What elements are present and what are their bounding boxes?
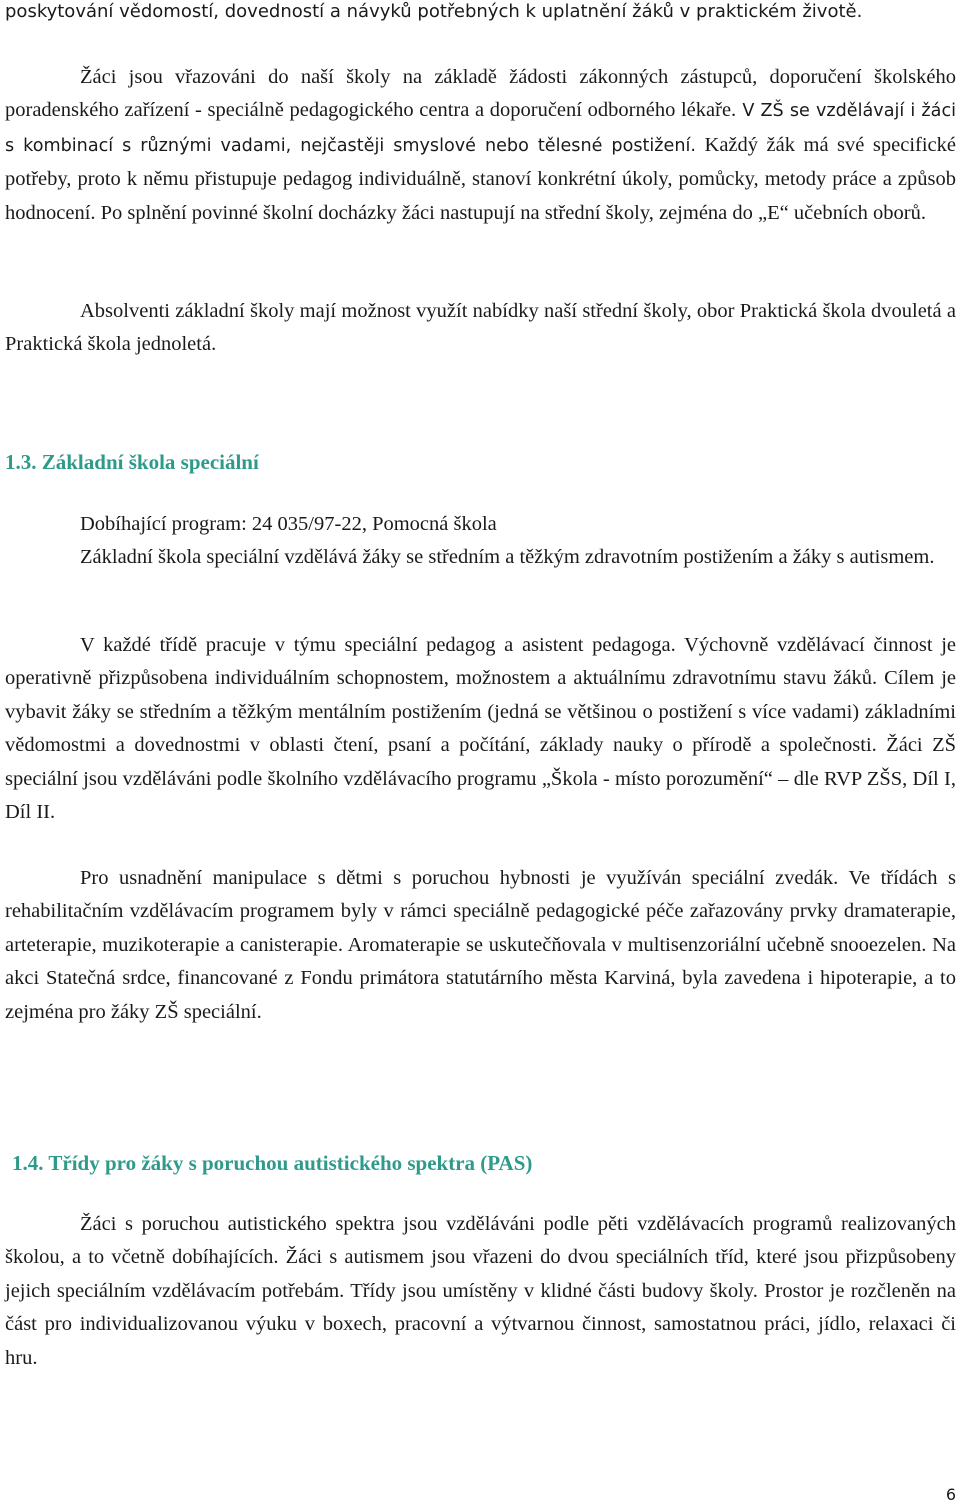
section-heading-1-3: 1.3. Základní škola speciální [5, 450, 259, 474]
intro-paragraph-absolventi: Absolventi základní školy mají možnost využít nabídky naší střední školy, obor Praktická škola dvouletá a Praktická škola jednoletá. [5, 300, 956, 356]
page-number: 6 [945, 1485, 956, 1504]
admission-text-serif: Žáci jsou vřazováni do naší školy na základě žádosti zákonných zástupců, doporučení školského poradenského zařízení - speciálně pedagogického centra a doporučení odborného lékaře. [5, 66, 956, 122]
pas-paragraph: Žáci s poruchou autistického spektra jsou vzděláváni podle pěti vzdělávacích programů realizovaných školou, a to včetně dobíhajících. Žáci s autismem jsou vřazeni do dvou speciálních tříd, které jsou přizpůsobeny jejich speciálním vzdělávacím potřebám. Třídy jsou umístěny v klidné části budovy školy. Prostor je rozčleněn na část pro individualizovanou výuku v boxech, pracovní a výtvarnou činnost, samostatnou práci, jídlo, relaxaci či hru. [5, 1213, 956, 1369]
team-paragraph: V každé třídě pracuje v týmu speciální pedagog a asistent pedagoga. Výchovně vzdělávací činnost je operativně přizpůsobena individuálním schopnostem, možnostem a aktuálnímu zdravotnímu stavu žáků. Cílem je vybavit žáky se středním a těžkým mentálním postižením (jedná se většinou o postižení s více vadami) základními vědomostmi a dovednostmi v oblasti čtení, psaní a počítání, základy nauky o přírodě a společnosti. Žáci ZŠ speciální jsou vzděláváni podle školního vzdělávacího programu „Škola - místo porozumění“ – dle RVP ZŠS, Díl I, Díl II. [5, 634, 956, 824]
lift-therapy-paragraph: Pro usnadnění manipulace s dětmi s poruchou hybnosti je využíván speciální zvedák. Ve třídách s rehabilitačním vzdělávacím programem byly v rámci speciálně pedagogické péče zařazovány prvky dramaterapie, arteterapie, muzikoterapie a canisterapie. Aromaterapie se uskutečňovala v multisenzoriální učebně snooezelen. Na akci Statečná srdce, financované z Fondu primátora statutárního města Karviná, byla zavedena i hipoterapie, a to zejména pro žáky ZŠ speciální. [5, 867, 956, 1023]
intro-paragraph-admission [5, 61, 956, 230]
program-line: Dobíhající program: 24 035/97-22, Pomocná škola [80, 513, 497, 535]
admission-text-sans: V ZŠ se vzdělávají i žáci s kombinací s různými vadami, nejčastěji smyslové nebo tělesné postižení. [5, 101, 957, 156]
zss-paragraph: Základní škola speciální vzdělává žáky se středním a těžkým zdravotním postižením a žáky s autismem. [80, 546, 935, 568]
section-heading-1-4: 1.4. Třídy pro žáky s poruchou autistického spektra (PAS) [12, 1151, 533, 1175]
intro-paragraph-top: poskytování vědomostí, dovedností a návyků potřebných k uplatnění žáků v praktickém životě. [5, 1, 863, 22]
admission-text-serif-2: Každý žák má své specifické potřeby, proto k němu přistupuje pedagog individuálně, stanoví konkrétní úkoly, pomůcky, metody práce a způsob hodnocení. Po splnění povinné školní docházky žáci nastupují na střední školy, zejména do „E“ učebních oborů. [5, 133, 956, 224]
